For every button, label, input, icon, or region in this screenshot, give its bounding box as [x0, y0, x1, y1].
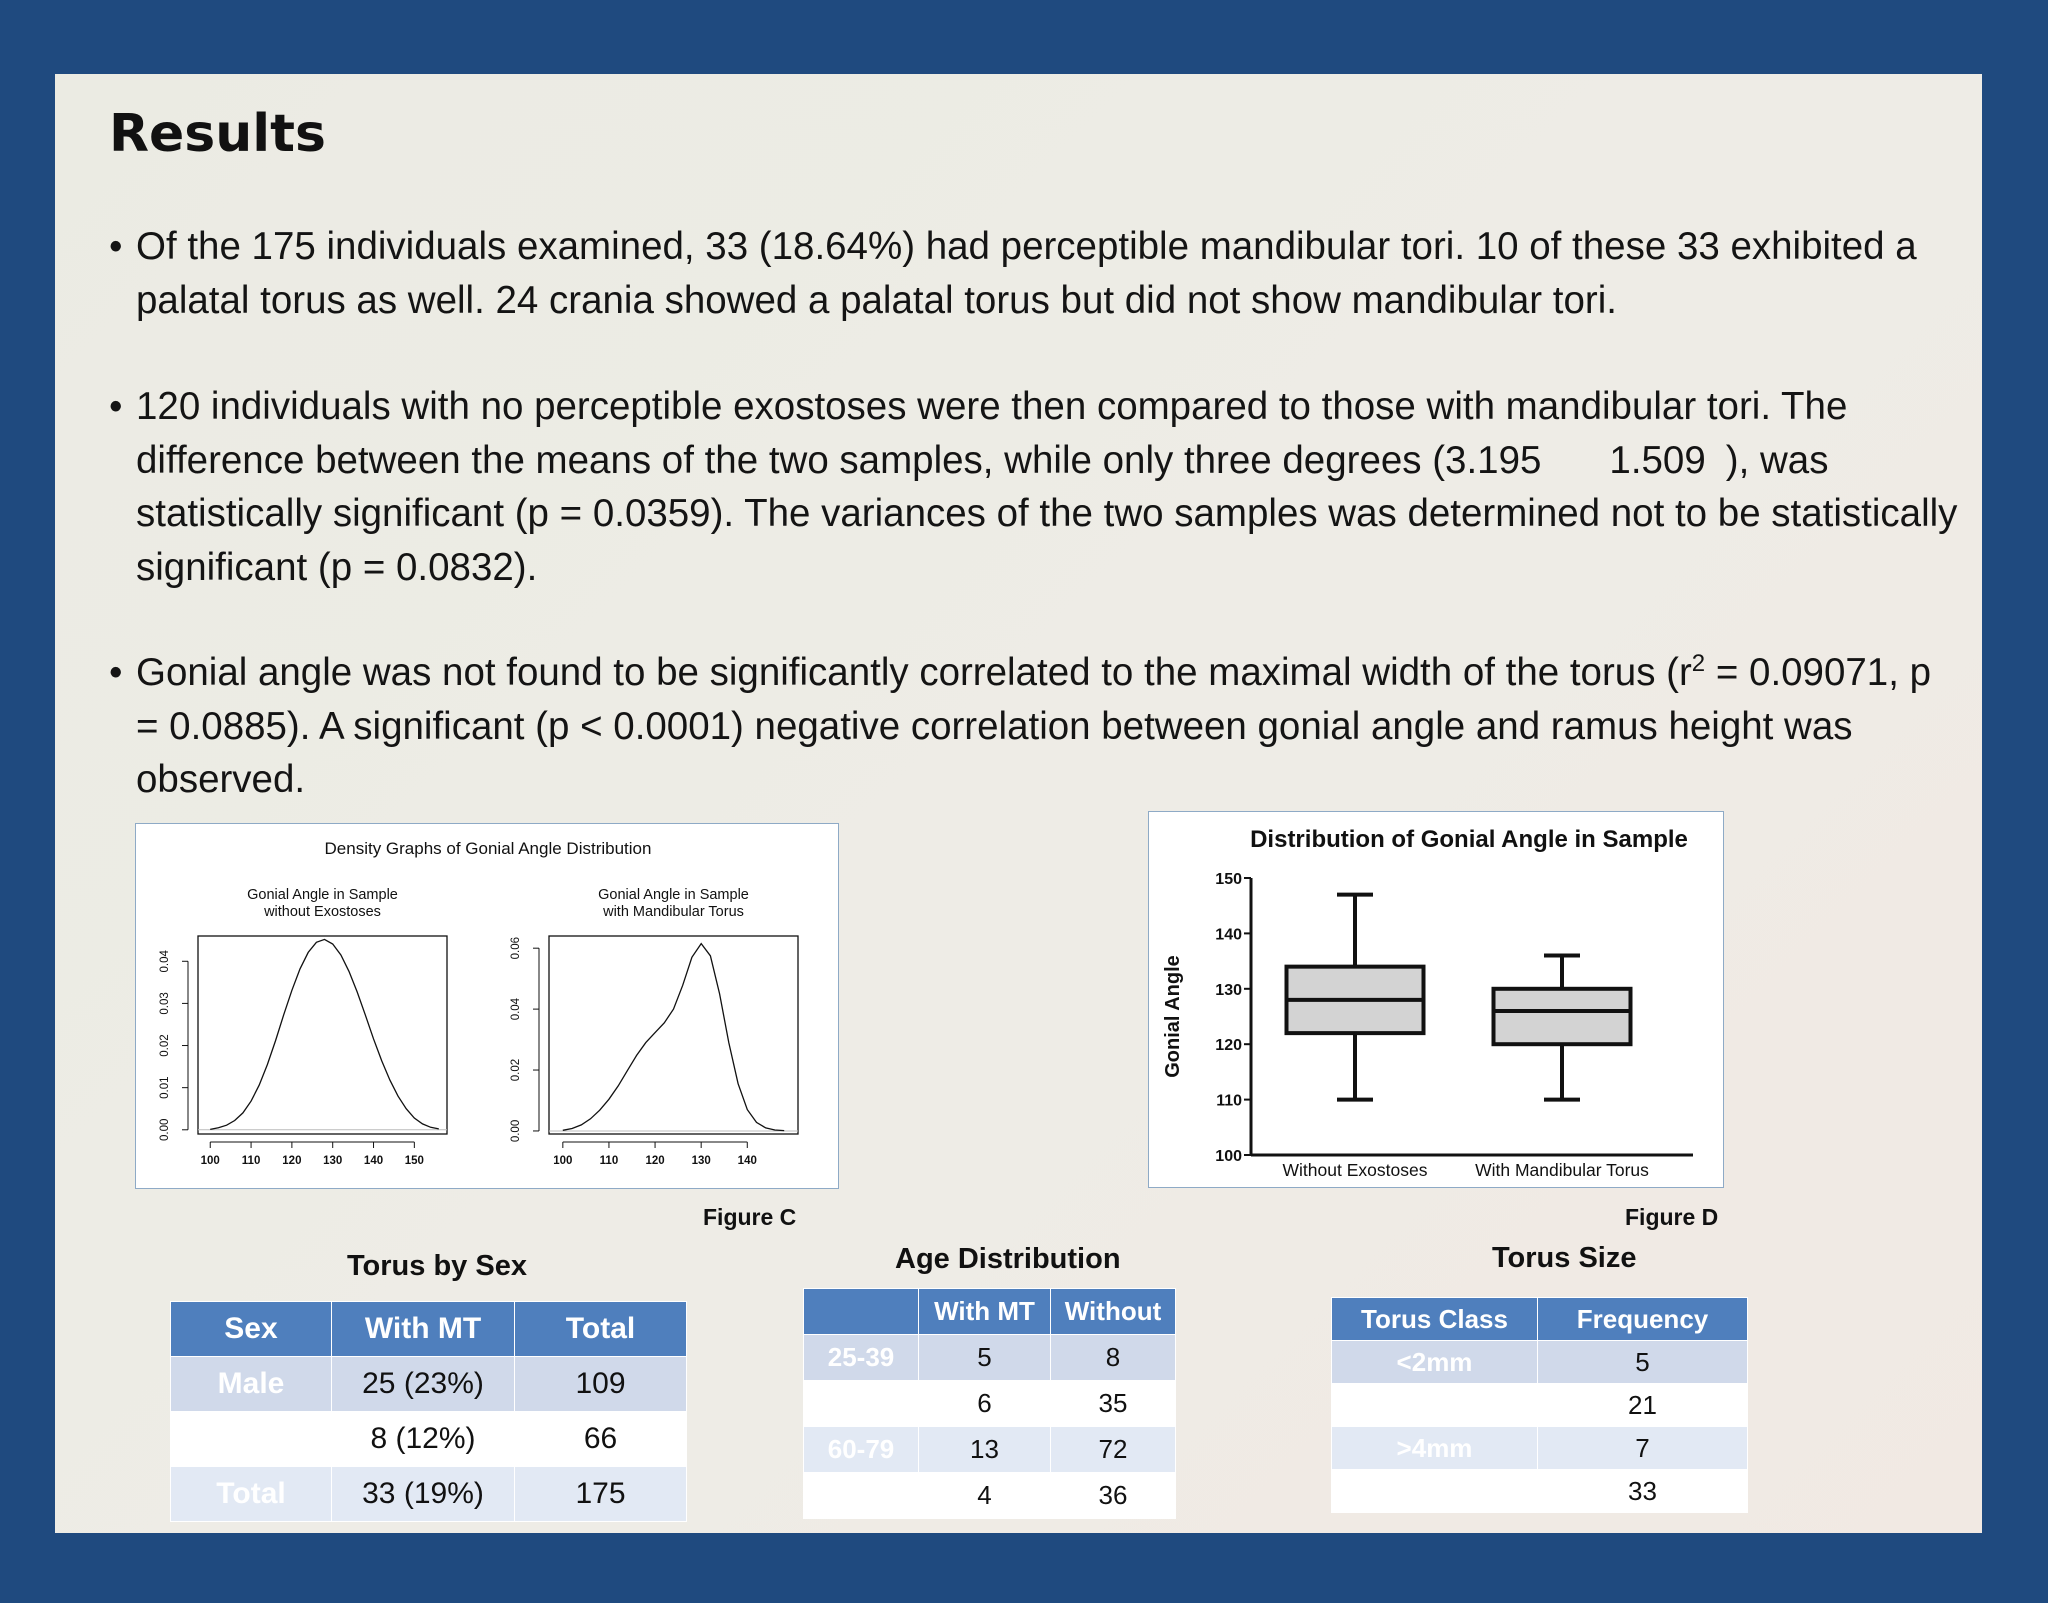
y-tick-label: 0.04	[159, 950, 171, 973]
x-tick-label: 130	[691, 1155, 711, 1167]
header-cell: Without	[1051, 1289, 1176, 1335]
table-cell: 175	[515, 1467, 687, 1522]
torus-size-table	[1331, 1297, 1748, 1513]
figure-c-density-graphs	[135, 823, 839, 1189]
y-tick-label: 100	[1215, 1148, 1242, 1165]
x-category-label: Without Exostoses	[1282, 1160, 1428, 1180]
y-tick-label: 150	[1215, 871, 1242, 888]
table-cell: 8 (12%)	[332, 1412, 515, 1467]
x-tick-label: 130	[323, 1155, 343, 1167]
table-cell: 35	[1051, 1381, 1176, 1427]
row-label: Male	[171, 1357, 332, 1412]
density-curve	[210, 939, 439, 1129]
panel-title-line: Gonial Angle in Sample	[247, 887, 398, 903]
x-tick-label: 120	[282, 1155, 302, 1167]
header-cell: With MT	[332, 1302, 515, 1357]
figure-d-box-plot	[1148, 811, 1724, 1188]
x-tick-label: 150	[404, 1155, 424, 1167]
header-cell: Torus Class	[1332, 1298, 1538, 1341]
plot-frame	[198, 936, 447, 1134]
table-cell: 8	[1051, 1335, 1176, 1381]
y-tick-label: 0.00	[159, 1118, 171, 1141]
row-label: 60-79	[804, 1427, 919, 1473]
bullet-text: Of the 175 individuals examined, 33 (18.64%) had perceptible mandibular tori. 10 of these 33 exhibited a palatal torus as well. 24 crania showed a palatal torus but did not show mandibular tori.	[136, 225, 1917, 322]
header-cell: Total	[515, 1302, 687, 1357]
row-label: Total	[171, 1467, 332, 1522]
row-label: Total	[1332, 1470, 1538, 1513]
header-cell: With MT	[919, 1289, 1051, 1335]
bullet-text-line1: 120 individuals with no perceptible exostoses were then compared to those with mandibular tori. The difference between the means of the two samples, while only three degrees (	[136, 385, 1848, 482]
table-cell: 21	[1538, 1384, 1748, 1427]
y-tick-label: 0.02	[159, 1034, 171, 1057]
table-cell: 36	[1051, 1473, 1176, 1519]
panel-title-line: with Mandibular Torus	[603, 904, 744, 920]
figure-c-title: Density Graphs of Gonial Angle Distribution	[324, 839, 652, 858]
table-row	[1332, 1384, 1748, 1427]
y-tick-label: 0.03	[159, 992, 171, 1015]
table-row	[804, 1381, 1176, 1427]
y-tick-label: 0.04	[510, 997, 522, 1021]
table-cell: 5	[1538, 1341, 1748, 1384]
figure-d-caption: Figure D	[1625, 1204, 1719, 1230]
y-tick-label: 110	[1216, 1092, 1242, 1110]
torus-size-title: Torus Size	[1492, 1242, 1637, 1274]
table-header-row	[1332, 1298, 1748, 1341]
y-tick-label: 0.06	[510, 936, 522, 960]
density-panel-without-exostoses	[159, 887, 447, 1167]
y-tick-label: 0.01	[159, 1076, 171, 1099]
table-row	[171, 1467, 687, 1522]
torus-by-sex-table	[170, 1301, 687, 1522]
superscript-two: 2	[1691, 650, 1706, 678]
row-label: Female	[171, 1412, 332, 1467]
y-tick-label: 0.02	[510, 1058, 522, 1082]
panel-title-line: Gonial Angle in Sample	[598, 887, 749, 903]
y-tick-label: 0.00	[510, 1119, 522, 1143]
box-plot-title: Distribution of Gonial Angle in Sample	[1250, 826, 1688, 853]
age-distribution-title: Age Distribution	[895, 1243, 1121, 1275]
y-tick-label: 120	[1215, 1037, 1242, 1055]
table-row	[1332, 1427, 1748, 1470]
y-tick-label: 140	[1215, 926, 1242, 944]
x-tick-label: 100	[553, 1155, 573, 1167]
table-cell: 66	[515, 1412, 687, 1467]
row-label: 80-101	[804, 1473, 919, 1519]
table-cell: 7	[1538, 1427, 1748, 1470]
density-curve	[563, 944, 784, 1131]
x-category-label: With Mandibular Torus	[1475, 1160, 1649, 1180]
box-plot-svg	[1149, 812, 1723, 1187]
header-cell	[804, 1289, 919, 1335]
x-tick-label: 110	[599, 1155, 619, 1167]
table-cell: 13	[919, 1427, 1051, 1473]
table-cell: 6	[919, 1381, 1051, 1427]
figure-c-caption: Figure C	[703, 1204, 797, 1230]
torus-by-sex-title: Torus by Sex	[347, 1250, 527, 1282]
bullet-marker: •	[109, 225, 123, 268]
table-row	[804, 1335, 1176, 1381]
panel-title-line: without Exostoses	[264, 904, 381, 920]
y-axis-label: Gonial Angle	[1162, 955, 1184, 1078]
slide-title: Results	[109, 104, 326, 164]
row-label: 2-4mm	[1332, 1384, 1538, 1427]
bullet-point-1	[109, 220, 1959, 327]
plot-frame	[549, 936, 798, 1134]
bullet-point-3	[109, 646, 1959, 807]
x-tick-label: 140	[363, 1155, 384, 1167]
x-tick-label: 140	[737, 1155, 757, 1167]
mean-a: 3.195	[1445, 438, 1542, 482]
header-cell: Sex	[171, 1302, 332, 1357]
bullet-point-2	[109, 380, 1959, 594]
bullet-text-line2: ),	[1725, 438, 1750, 482]
table-row	[1332, 1470, 1748, 1513]
iqr-box	[1494, 989, 1631, 1044]
table-cell: 5	[919, 1335, 1051, 1381]
table-cell: 72	[1051, 1427, 1176, 1473]
table-header-row	[171, 1302, 687, 1357]
header-cell: Frequency	[1538, 1298, 1748, 1341]
density-panel-with-mandibular-torus	[510, 887, 798, 1167]
mean-b: 1.509	[1609, 438, 1706, 482]
age-distribution-table	[803, 1288, 1176, 1519]
bullet-text-line3: was statistically significant (p = 0.0359). The variances of the two samples was determined not to be statistically significant (p = 0.0832).	[136, 438, 1958, 589]
y-tick-label: 130	[1215, 981, 1242, 999]
table-cell: 25 (23%)	[332, 1357, 515, 1412]
x-tick-label: 120	[645, 1155, 665, 1167]
bullet-marker: •	[109, 385, 123, 428]
row-label: 25-39	[804, 1335, 919, 1381]
bullet-text-part1: Gonial angle was not found to be significantly correlated to the maximal width of the torus (r	[136, 651, 1692, 694]
row-label: 40-59	[804, 1381, 919, 1427]
slide-panel	[55, 74, 1982, 1533]
bullet-text-part2: = 0.09071, p = 0.0885). A significant (p < 0.0001) negative correlation between gonial angle and ramus height was observed.	[136, 651, 1932, 801]
table-row	[171, 1357, 687, 1412]
table-header-row	[804, 1289, 1176, 1335]
row-label: >4mm	[1332, 1427, 1538, 1470]
density-graphs-svg	[136, 824, 838, 1188]
x-tick-label: 100	[200, 1155, 220, 1167]
table-cell: 4	[919, 1473, 1051, 1519]
x-tick-label: 110	[241, 1155, 261, 1167]
table-cell: 33 (19%)	[332, 1467, 515, 1522]
table-row	[171, 1412, 687, 1467]
table-row	[1332, 1341, 1748, 1384]
table-cell: 33	[1538, 1470, 1748, 1513]
table-row	[804, 1473, 1176, 1519]
table-cell: 109	[515, 1357, 687, 1412]
bullet-marker: •	[109, 651, 123, 694]
table-row	[804, 1427, 1176, 1473]
row-label: <2mm	[1332, 1341, 1538, 1384]
